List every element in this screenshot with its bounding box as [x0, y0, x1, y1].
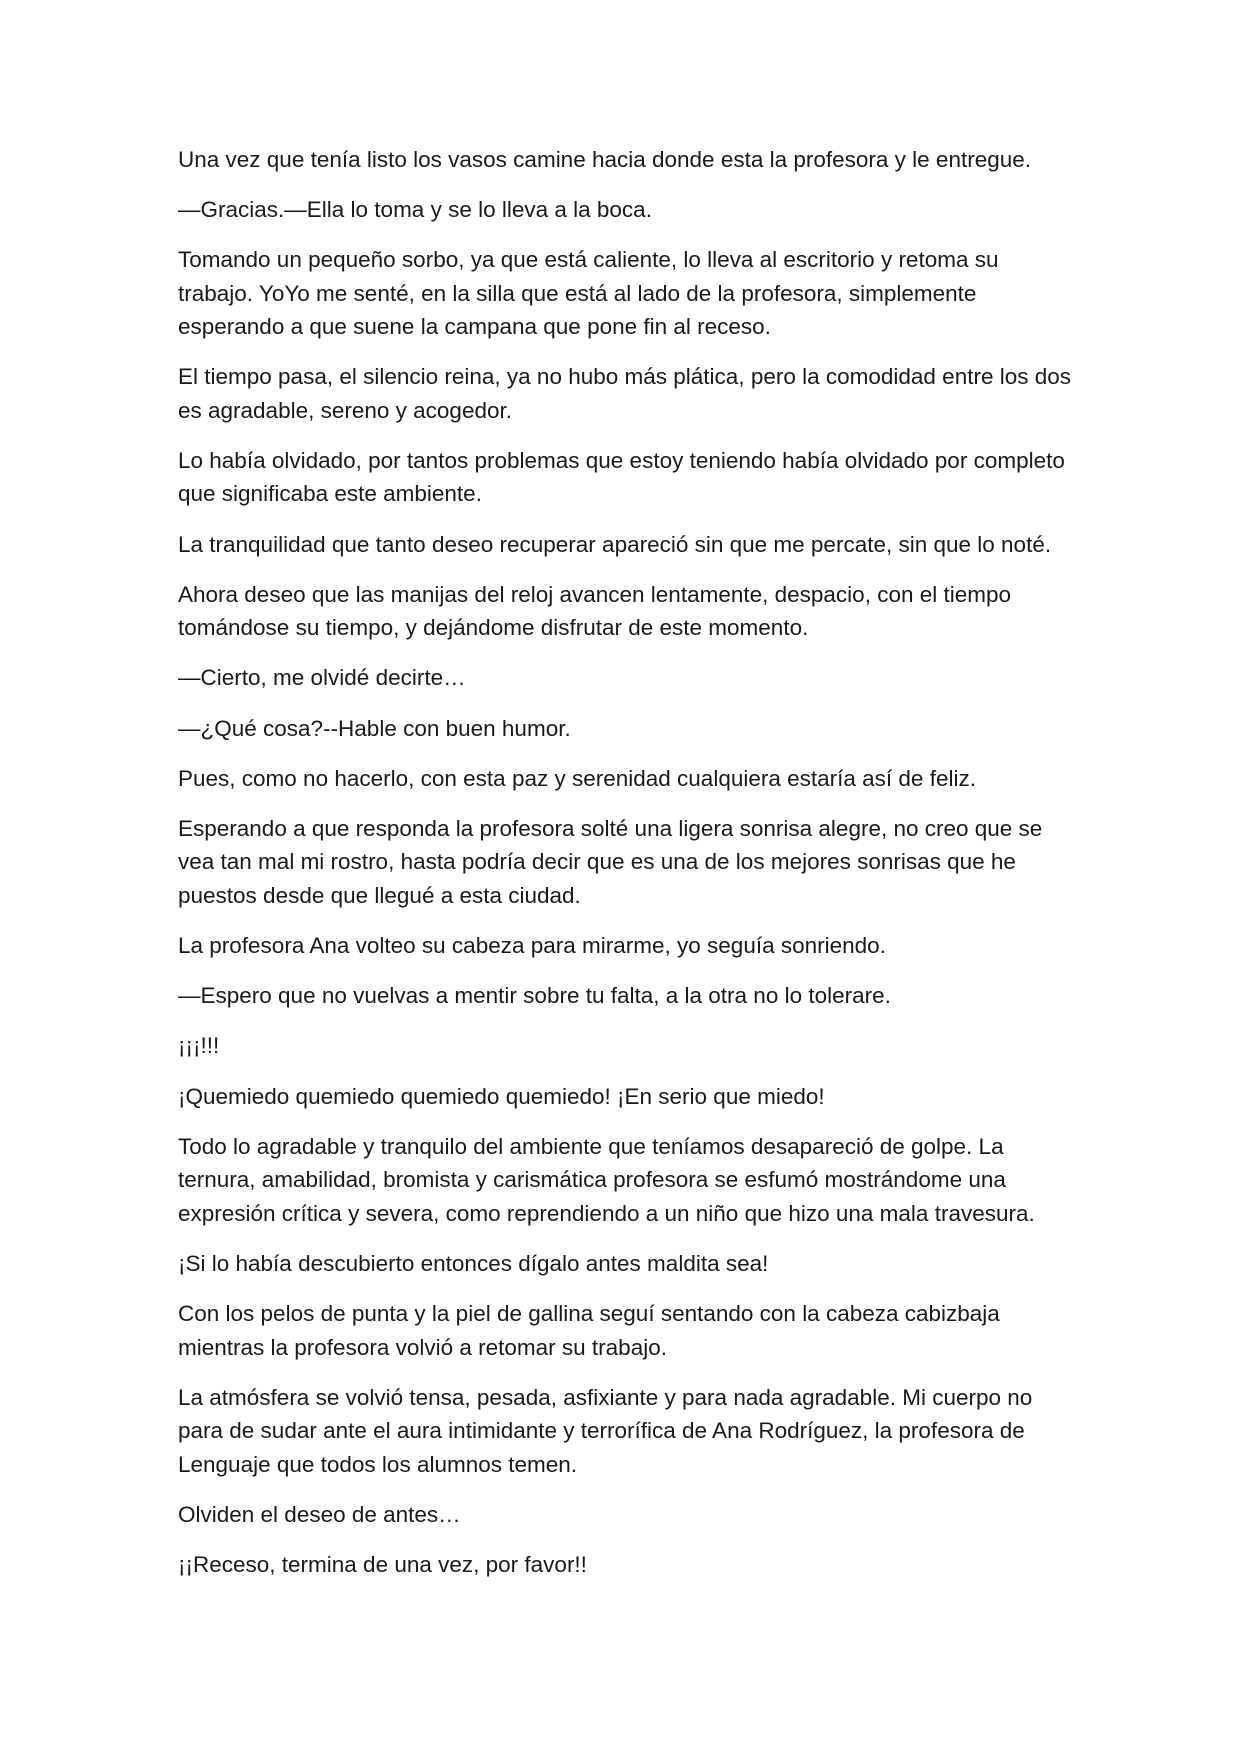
paragraph: Esperando a que responda la profesora solté una ligera sonrisa alegre, no creo que se vea tan mal mi rostro, hasta podría decir que es una de los mejores sonrisas que he puestos desde que llegué a esta ciudad.	[178, 816, 1043, 908]
paragraph: ¡Quemiedo quemiedo quemiedo quemiedo! ¡En serio que miedo!	[178, 1083, 825, 1109]
paragraph: Todo lo agradable y tranquilo del ambiente que teníamos desapareció de golpe. La ternura, amabilidad, bromista y carismática profesora se esfumó mostrándome una expresión crítica y severa, como reprendiendo a un niño que hizo una mala travesura.	[178, 1133, 1035, 1226]
paragraph: Olviden el deseo de antes…	[178, 1501, 461, 1527]
paragraph: Con los pelos de punta y la piel de gallina seguí sentando con la cabeza cabizbaja mientras la profesora volvió a retomar su trabajo.	[178, 1301, 1000, 1360]
paragraph: La profesora Ana volteo su cabeza para mirarme, yo seguía sonriendo.	[178, 933, 886, 959]
paragraph: El tiempo pasa, el silencio reina, ya no hubo más plática, pero la comodidad entre los dos es agradable, sereno y acogedor.	[178, 364, 1072, 423]
paragraph: Una vez que tenía listo los vasos camine hacia donde esta la profesora y le entregue.	[178, 147, 1032, 172]
paragraph: Tomando un pequeño sorbo, ya que está caliente, lo lleva al escritorio y retoma su trabajo. YoYo me senté, en la silla que está al lado de la profesora, simplemente esperando a que suene la campana que pone fin al receso.	[178, 247, 999, 340]
paragraph: La tranquilidad que tanto deseo recuperar apareció sin que me percate, sin que lo noté.	[178, 531, 1052, 557]
paragraph: ¡Si lo había descubierto entonces dígalo antes maldita sea!	[178, 1250, 769, 1276]
paragraph: Lo había olvidado, por tantos problemas que estoy teniendo había olvidado por completo que significaba este ambiente.	[178, 448, 1065, 507]
paragraph: —Cierto, me olvidé decirte…	[178, 665, 466, 691]
paragraph: ¡¡Receso, termina de una vez, por favor!!	[178, 1551, 587, 1577]
paragraph: ¡¡¡!!!	[178, 1033, 220, 1059]
paragraph: —Espero que no vuelvas a mentir sobre tu falta, a la otra no lo tolerare.	[178, 983, 891, 1009]
paragraph: La atmósfera se volvió tensa, pesada, asfixiante y para nada agradable. Mi cuerpo no para de sudar ante el aura intimidante y terrorífica de Ana Rodríguez, la profesora de Lenguaje que todos los alumnos temen.	[178, 1384, 1033, 1477]
document-body	[178, 143, 1073, 1598]
paragraph: Pues, como no hacerlo, con esta paz y serenidad cualquiera estaría así de feliz.	[178, 765, 976, 791]
paragraph: —Gracias.—Ella lo toma y se lo lleva a la boca.	[178, 197, 652, 223]
paragraph: Ahora deseo que las manijas del reloj avancen lentamente, despacio, con el tiempo tomándose su tiempo, y dejándome disfrutar de este momento.	[178, 581, 1012, 641]
paragraph: —¿Qué cosa?--Hable con buen humor.	[178, 715, 571, 741]
